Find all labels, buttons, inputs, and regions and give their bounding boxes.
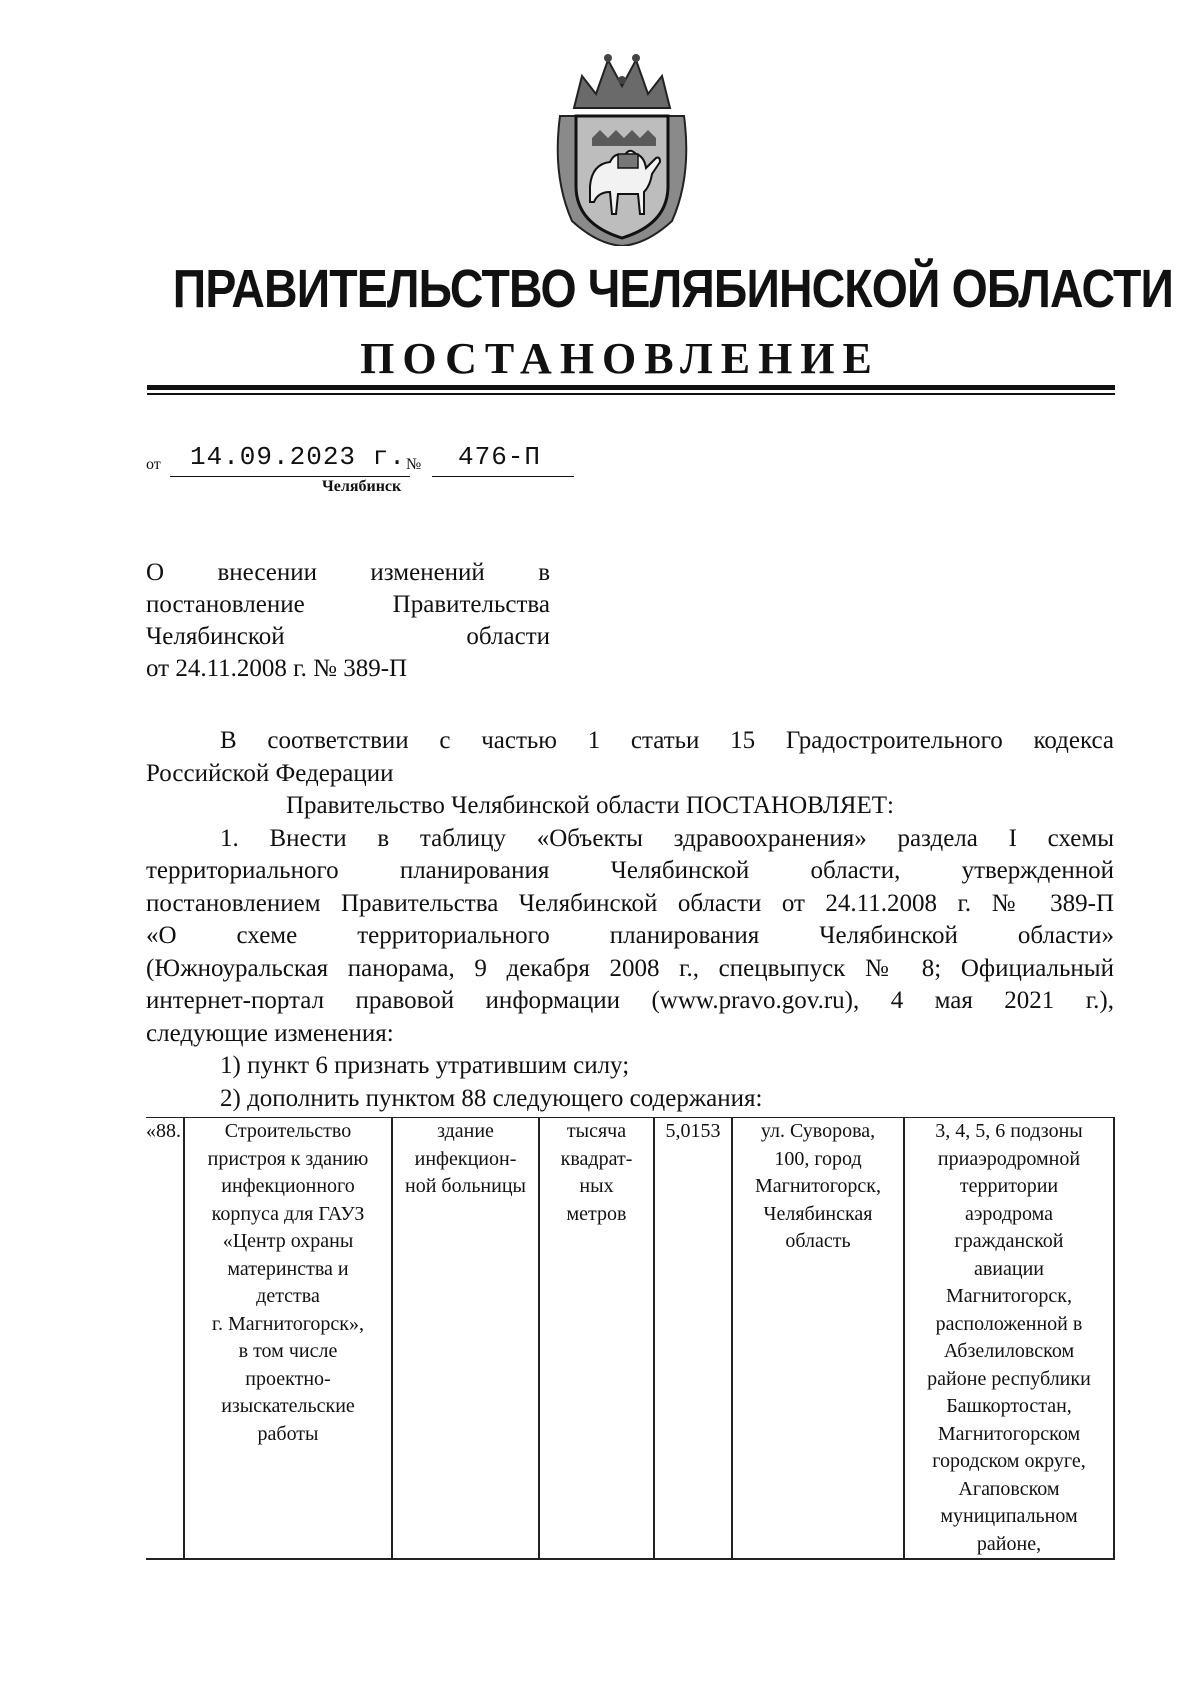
cell-text-line: работы [257,1422,319,1445]
cell-text-line: проектно- [245,1367,331,1390]
cell-text-line: Строительство [224,1120,352,1142]
cell-text-line: авиации [973,1257,1044,1280]
subject-line: О внесении изменений в [146,559,550,586]
cell-address [732,1118,904,1560]
document-body [146,725,1114,1115]
cell-text-line: здание [437,1120,494,1142]
cell-text-line: метров [566,1202,627,1225]
cell-text-line: городском округе, [932,1450,1086,1472]
cell-value: 5,0153 [654,1118,732,1560]
body-line: следующие изменения: [146,1019,394,1047]
document-number: 476-П [458,442,542,472]
cell-text-line: ных [579,1175,614,1197]
body-line: постановлением Правительства Челябинской области от 24.11.2008 г. № 389-П [146,889,1114,917]
cell-text-line: г. Магнитогорск», [212,1312,364,1335]
cell-text-line: в том числе [238,1340,338,1362]
body-line: В соответствии с частью 1 статьи 15 Градостроительного кодекса [220,727,1114,754]
body-line: (Южноуральская панорама, 9 декабря 2008 г., спецвыпуск № 8; Официальный [146,954,1114,982]
cell-text-line: инфекцион- [414,1147,517,1170]
cell-text-line: территории [959,1175,1059,1197]
number-underline [432,476,574,477]
cell-text-line: муниципальном [940,1505,1078,1527]
cell-text-line: ул. Суворова, [760,1120,876,1142]
body-line: интернет-портал правовой информации (www.pravo.gov.ru), 4 мая 2021 г.), [146,987,1114,1014]
cell-item-number: «88. [146,1118,184,1560]
header-rule-thin [147,393,1115,395]
cell-text-line: Агаповском [958,1477,1060,1500]
cell-text-line: пристроя к зданию [207,1147,369,1170]
subject-line: от 24.11.2008 г. № 389-П [146,655,408,682]
item-1: 1) пункт 6 признать утратившим силу; [220,1052,630,1079]
cell-text-line: область [785,1230,851,1252]
cell-text-line: изыскательские [221,1395,355,1417]
cell-text-line: Магнитогорск, [945,1285,1073,1307]
cell-text-line: Челябинская [763,1202,873,1225]
cell-text-line: 3, 4, 5, 6 подзоны [935,1120,1083,1142]
body-line: «О схеме территориального планирования Челябинской области» [146,922,1114,949]
from-label: от [146,456,161,473]
cell-text-line: Магнитогорском [937,1422,1081,1445]
cell-text-line: квадрат- [560,1147,633,1170]
cell-text-line: аэродрома [964,1202,1054,1225]
document-date: 14.09.2023 г. [190,442,406,472]
cell-text-line: «Центр охраны [222,1230,354,1252]
cell-text-line: районе, [976,1532,1042,1555]
cell-unit [539,1118,654,1560]
date-underline [170,476,410,477]
table-row [146,1118,1114,1560]
item-2: 2) дополнить пунктом 88 следующего содержания: [220,1084,763,1112]
document-subject [146,557,550,685]
resolves-line: Правительство Челябинской области ПОСТАНОВЛЯЕТ: [286,792,894,819]
body-line: территориального планирования Челябинской области, утвержденной [146,857,1114,884]
cell-text-line: гражданской [954,1230,1064,1252]
cell-object-name [184,1118,392,1560]
cell-text-line: Башкортостан, [946,1395,1072,1417]
coat-of-arms-emblem [552,46,692,246]
cell-text-line: материнства и [227,1257,349,1280]
cell-text-line: инфекционного [221,1175,355,1197]
document-type-title: ПОСТАНОВЛЕНИЕ [360,334,880,383]
subject-line: Челябинской области [146,623,550,650]
cell-text-line: районе республики [927,1367,1091,1390]
body-line: Российской Федерации [146,759,394,787]
body-line: 1. Внести в таблицу «Объекты здравоохранения» раздела I схемы [220,824,1114,852]
government-title: ПРАВИТЕЛЬСТВО ЧЕЛЯБИНСКОЙ ОБЛАСТИ [172,259,1174,319]
cell-zones [904,1118,1114,1560]
cell-purpose [392,1118,539,1560]
cell-text-line: расположенной в [935,1312,1083,1335]
city-label: Челябинск [322,478,402,495]
cell-text-line: ной больницы [405,1175,526,1197]
subject-line: постановление Правительства [146,591,550,618]
cell-text-line: 100, город [774,1147,862,1170]
number-label: № [406,456,422,473]
header-rule-thick [147,385,1115,390]
cell-text-line: корпуса для ГАУЗ [211,1202,365,1225]
cell-text-line: тысяча [566,1120,627,1142]
cell-text-line: Абзелиловском [943,1340,1075,1362]
cell-text-line: Магнитогорск, [754,1175,882,1197]
amendment-table [146,1117,1115,1560]
cell-text-line: детства [256,1285,320,1307]
cell-text-line: приаэродромной [937,1147,1081,1170]
